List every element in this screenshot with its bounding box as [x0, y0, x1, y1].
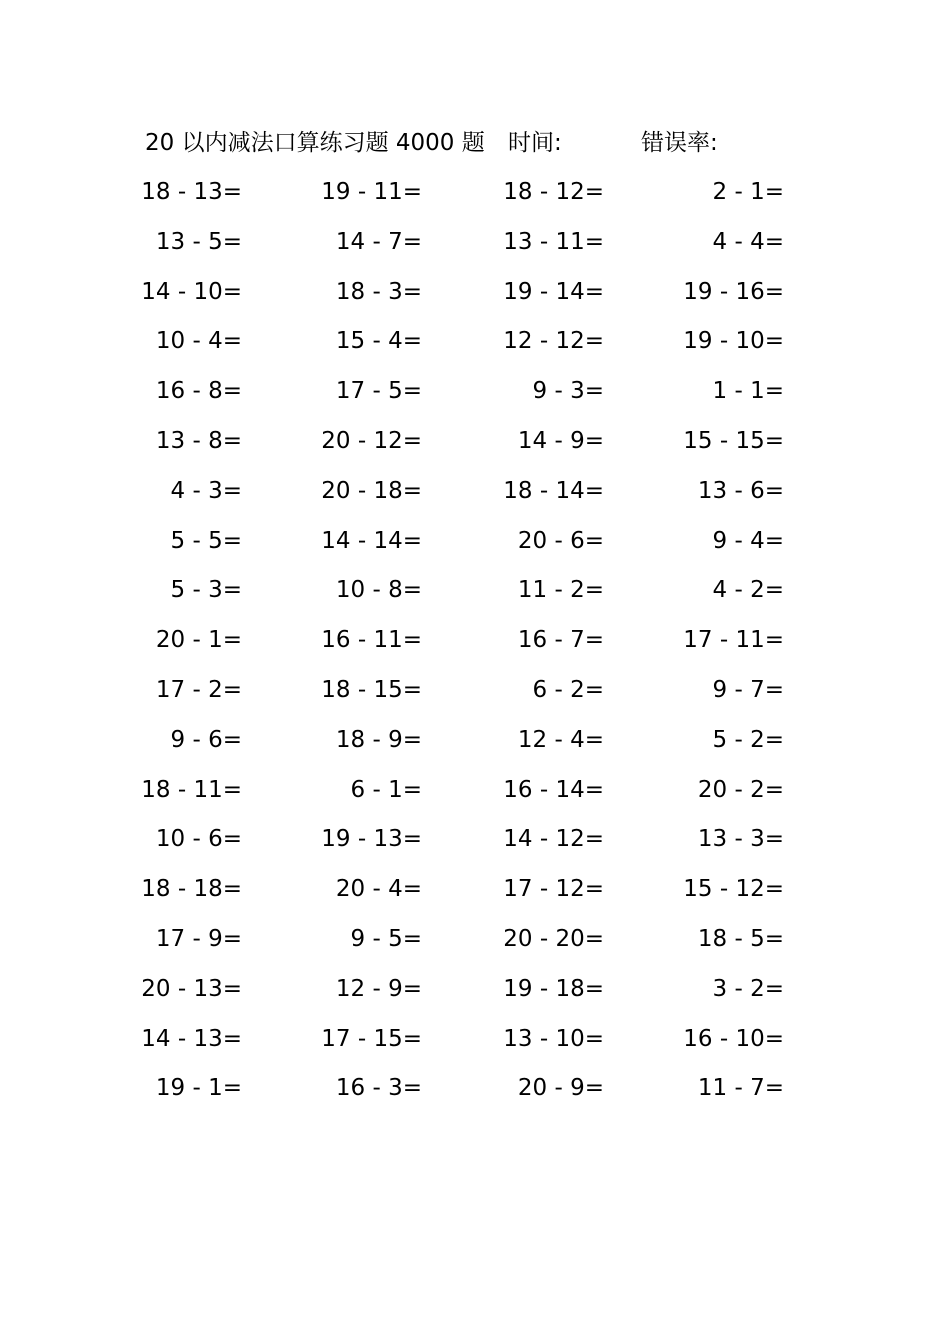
- problem-cell: 14 - 13=: [141, 1025, 242, 1052]
- problem-cell: 16 - 8=: [155, 378, 242, 405]
- problem-row: [0, 672, 950, 722]
- problem-row: [0, 274, 950, 324]
- problem-cell: 12 - 9=: [335, 975, 422, 1002]
- problem-cell: 13 - 11=: [503, 228, 604, 255]
- problem-cell: 18 - 14=: [503, 477, 604, 504]
- problem-cell: 4 - 4=: [712, 228, 784, 255]
- error-rate-label: 错误率:: [641, 130, 718, 156]
- problem-row: [0, 323, 950, 373]
- worksheet-title: 20 以内减法口算练习题 4000 题: [145, 130, 485, 156]
- problem-cell: 10 - 6=: [155, 826, 242, 853]
- problem-cell: 19 - 13=: [321, 826, 422, 853]
- problem-cell: 9 - 5=: [350, 925, 422, 952]
- problem-row: [0, 821, 950, 871]
- problem-cell: 20 - 4=: [335, 876, 422, 903]
- problem-cell: 19 - 11=: [321, 179, 422, 205]
- problem-cell: 18 - 9=: [335, 726, 422, 753]
- problem-cell: 18 - 12=: [503, 179, 604, 205]
- problem-cell: 15 - 15=: [683, 427, 784, 454]
- time-label: 时间:: [508, 130, 562, 156]
- problem-row: [0, 572, 950, 622]
- problem-cell: 14 - 12=: [503, 826, 604, 853]
- problem-cell: 19 - 16=: [683, 278, 784, 305]
- problem-cell: 4 - 2=: [712, 577, 784, 604]
- problem-cell: 17 - 9=: [155, 925, 242, 952]
- problem-cell: 15 - 12=: [683, 876, 784, 903]
- problem-cell: 13 - 8=: [155, 427, 242, 454]
- problem-row: [0, 772, 950, 822]
- problem-cell: 18 - 18=: [141, 876, 242, 903]
- problem-row: [0, 174, 950, 224]
- problem-cell: 4 - 3=: [170, 477, 242, 504]
- problem-row: [0, 871, 950, 921]
- problem-cell: 12 - 4=: [517, 726, 604, 753]
- problem-row: [0, 921, 950, 971]
- problem-cell: 17 - 12=: [503, 876, 604, 903]
- problem-cell: 11 - 2=: [517, 577, 604, 604]
- problem-cell: 5 - 3=: [170, 577, 242, 604]
- problem-cell: 16 - 3=: [335, 1075, 422, 1102]
- problem-cell: 15 - 4=: [335, 328, 422, 355]
- problem-cell: 19 - 14=: [503, 278, 604, 305]
- problem-cell: 14 - 7=: [335, 228, 422, 255]
- problem-cell: 19 - 1=: [155, 1075, 242, 1102]
- problem-cell: 9 - 7=: [712, 676, 784, 703]
- problem-row: [0, 1021, 950, 1071]
- problem-cell: 6 - 2=: [532, 676, 604, 703]
- problem-cell: 1 - 1=: [712, 378, 784, 405]
- problem-cell: 19 - 18=: [503, 975, 604, 1002]
- problem-cell: 9 - 3=: [532, 378, 604, 405]
- problem-cell: 18 - 13=: [141, 179, 242, 205]
- problem-cell: 17 - 2=: [155, 676, 242, 703]
- problem-row: [0, 523, 950, 573]
- problem-cell: 20 - 18=: [321, 477, 422, 504]
- problem-cell: 13 - 6=: [697, 477, 784, 504]
- problem-row: [0, 373, 950, 423]
- problem-cell: 16 - 14=: [503, 776, 604, 803]
- problem-cell: 20 - 6=: [517, 527, 604, 554]
- problem-row: [0, 423, 950, 473]
- problem-cell: 13 - 3=: [697, 826, 784, 853]
- problem-cell: 20 - 1=: [155, 627, 242, 654]
- problem-row: [0, 722, 950, 772]
- problem-row: [0, 622, 950, 672]
- problem-cell: 10 - 8=: [335, 577, 422, 604]
- problem-cell: 20 - 20=: [503, 925, 604, 952]
- problem-cell: 10 - 4=: [155, 328, 242, 355]
- problem-grid: [0, 174, 950, 1120]
- problem-cell: 13 - 5=: [155, 228, 242, 255]
- problem-row: [0, 473, 950, 523]
- problem-cell: 9 - 4=: [712, 527, 784, 554]
- problem-cell: 6 - 1=: [350, 776, 422, 803]
- problem-cell: 18 - 11=: [141, 776, 242, 803]
- problem-cell: 3 - 2=: [712, 975, 784, 1002]
- problem-cell: 12 - 12=: [503, 328, 604, 355]
- problem-cell: 20 - 12=: [321, 427, 422, 454]
- problem-cell: 5 - 5=: [170, 527, 242, 554]
- problem-cell: 20 - 9=: [517, 1075, 604, 1102]
- problem-cell: 17 - 11=: [683, 627, 784, 654]
- problem-cell: 20 - 2=: [697, 776, 784, 803]
- problem-cell: 19 - 10=: [683, 328, 784, 355]
- problem-row: [0, 971, 950, 1021]
- problem-cell: 18 - 5=: [697, 925, 784, 952]
- problem-cell: 9 - 6=: [170, 726, 242, 753]
- problem-cell: 14 - 9=: [517, 427, 604, 454]
- problem-cell: 20 - 13=: [141, 975, 242, 1002]
- problem-cell: 18 - 3=: [335, 278, 422, 305]
- problem-cell: 16 - 7=: [517, 627, 604, 654]
- problem-cell: 2 - 1=: [712, 179, 784, 205]
- problem-cell: 17 - 5=: [335, 378, 422, 405]
- problem-cell: 17 - 15=: [321, 1025, 422, 1052]
- problem-cell: 11 - 7=: [697, 1075, 784, 1102]
- problem-cell: 16 - 10=: [683, 1025, 784, 1052]
- problem-cell: 14 - 10=: [141, 278, 242, 305]
- problem-row: [0, 1070, 950, 1120]
- problem-row: [0, 224, 950, 274]
- problem-cell: 16 - 11=: [321, 627, 422, 654]
- problem-cell: 13 - 10=: [503, 1025, 604, 1052]
- problem-cell: 18 - 15=: [321, 676, 422, 703]
- problem-cell: 14 - 14=: [321, 527, 422, 554]
- problem-cell: 5 - 2=: [712, 726, 784, 753]
